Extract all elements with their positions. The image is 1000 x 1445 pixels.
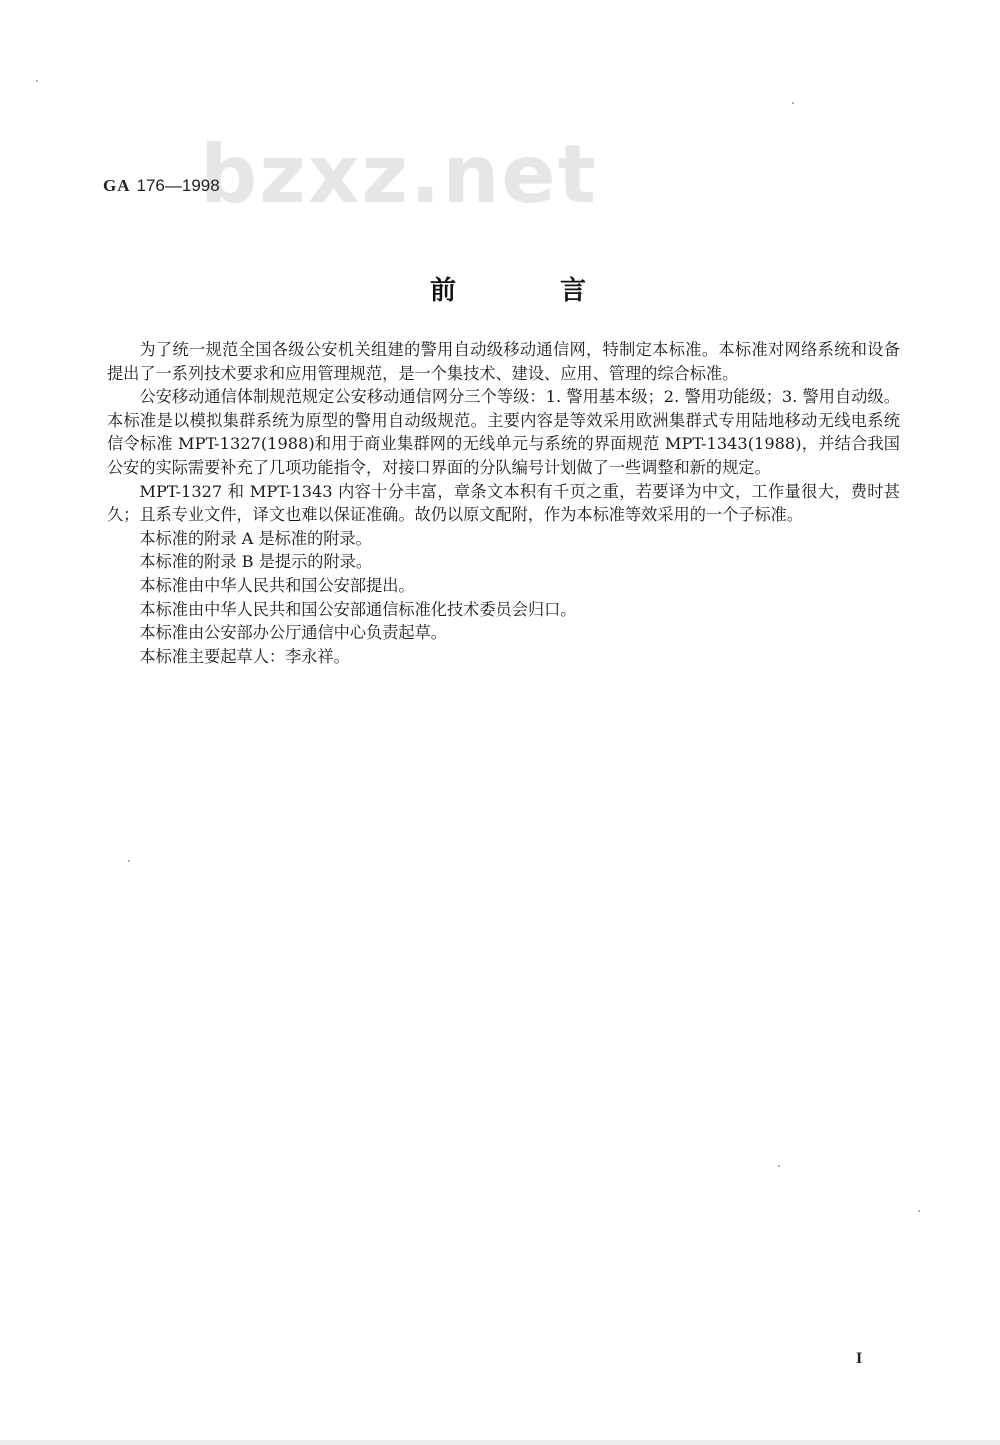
scan-speck	[778, 1165, 780, 1167]
page-title: 前言	[430, 276, 691, 306]
paragraph: 本标准由中华人民共和国公安部通信标准化技术委员会归口。	[139, 599, 577, 619]
standard-prefix: GA	[103, 176, 131, 195]
scan-speck	[792, 102, 794, 104]
scan-speck	[128, 860, 130, 862]
standard-number: 176—1998	[136, 176, 220, 195]
paragraph: MPT-1327 和 MPT-1343 内容十分丰富，章条文本积有千页之重，若要译为中文，工作量很大，费时甚久；且系专业文件，译文也难以保证准确。故仍以原文配附，作为本标准等效采用的一个子标准。	[107, 481, 900, 525]
paragraph: 本标准的附录 A 是标准的附录。	[139, 528, 372, 548]
page-number: I	[856, 1350, 863, 1367]
scan-speck	[918, 1210, 920, 1212]
watermark: bzxz.net	[200, 128, 598, 221]
paragraph: 本标准由中华人民共和国公安部提出。	[139, 575, 415, 595]
scan-speck	[36, 80, 38, 82]
page-bottom-edge	[0, 1440, 1000, 1445]
paragraph: 为了统一规范全国各级公安机关组建的警用自动级移动通信网，特制定本标准。本标准对网络系统和设备提出了一系列技术要求和应用管理规范，是一个集技术、建设、应用、管理的综合标准。	[107, 340, 900, 383]
standard-code	[103, 176, 220, 196]
paragraph: 公安移动通信体制规范规定公安移动通信网分三个等级：1. 警用基本级；2. 警用功能级；3. 警用自动级。本标准是以模拟集群系统为原型的警用自动级规范。主要内容是等效采用欧洲集群式专用陆地移动无线电系统信令标准 MPT-1327(1988)和用于商业集群网的无线单元与系统的界面规范 MPT-1343(1988)，并结合我国公安的实际需要补充了几项功能指令，对接口界面的分队编号计划做了一些调整和新的规定。	[107, 387, 900, 477]
paragraph: 本标准的附录 B 是提示的附录。	[139, 552, 373, 572]
foreword-body	[107, 338, 900, 668]
paragraph: 本标准由公安部办公厅通信中心负责起草。	[139, 623, 447, 643]
paragraph: 本标准主要起草人：李永祥。	[139, 646, 350, 666]
